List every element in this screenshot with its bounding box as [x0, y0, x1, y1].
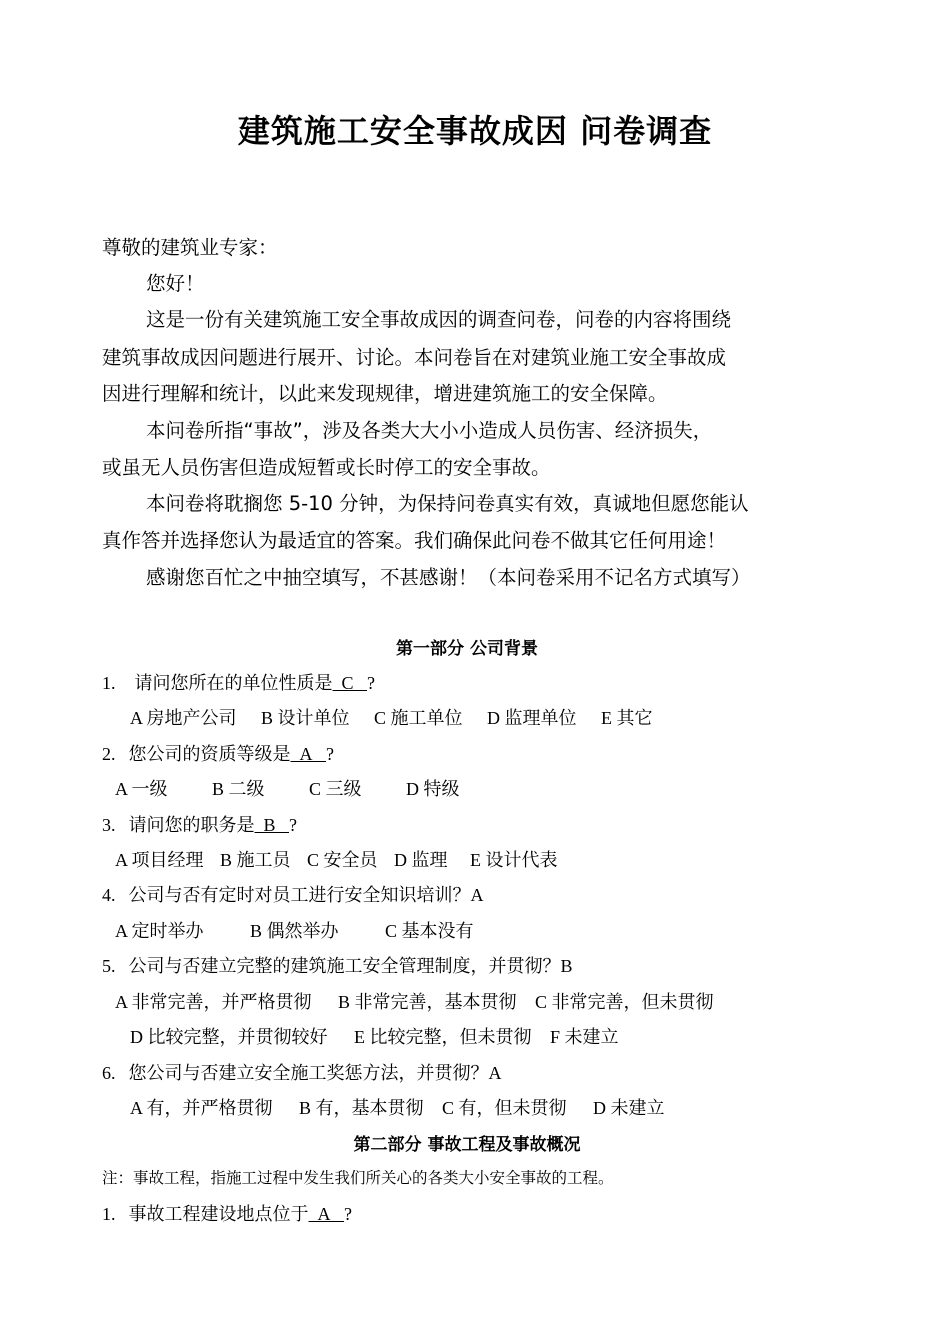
intro-paragraph-4: 感谢您百忙之中抽空填写，不甚感谢！（本问卷采用不记名方式填写）	[146, 566, 751, 589]
intro-paragraph-2-line-1: 本问卷所指“事故”，涉及各类大大小小造成人员伤害、经济损失，	[146, 419, 713, 442]
answer-blank: C	[341, 673, 354, 693]
question-text: 请问您的职务是	[128, 815, 255, 835]
option: E 设计代表	[470, 850, 558, 870]
question-text: 请问您所在的单位性质是	[134, 673, 333, 693]
option: A 房地产公司	[130, 708, 237, 728]
question-5-options-row-1	[115, 988, 714, 1014]
option: A 一级	[115, 779, 168, 799]
question-text: 公司与否建立完整的建筑施工安全管理制度，并贯彻？B	[128, 956, 573, 976]
option: B 二级	[212, 779, 265, 799]
intro-paragraph-1-line-1: 这是一份有关建筑施工安全事故成因的调查问卷，问卷的内容将围绕	[146, 308, 732, 331]
salutation: 尊敬的建筑业专家：	[102, 236, 278, 259]
section-note: 注：事故工程，指施工过程中发生我们所关心的各类大小安全事故的工程。	[102, 1169, 614, 1187]
answer-blank: B	[263, 815, 276, 835]
option: B 偶然举办	[250, 921, 339, 941]
option: C 施工单位	[374, 708, 463, 728]
option: B 有，基本贯彻	[299, 1098, 424, 1118]
question-number: 2.	[102, 744, 116, 764]
question-1: 1. 请问您所在的单位性质是 C ?	[102, 673, 376, 693]
question-number: 5.	[102, 956, 116, 976]
option: A 定时举办	[115, 921, 204, 941]
option: D 特级	[406, 779, 460, 799]
page-title: 建筑施工安全事故成因 问卷调查	[237, 112, 713, 150]
option: B 非常完善，基本贯彻	[338, 992, 517, 1012]
option: C 安全员	[307, 850, 378, 870]
option: D 监理	[394, 850, 448, 870]
question-2-options	[115, 775, 460, 801]
option: F 未建立	[550, 1027, 619, 1047]
option: D 比较完整，并贯彻较好	[130, 1027, 328, 1047]
question-5-options-row-2	[130, 1023, 619, 1049]
intro-paragraph-3-line-1: 本问卷将耽搁您 5-10 分钟，为保持问卷真实有效，真诚地但愿您能认	[146, 492, 749, 515]
option: D 监理单位	[487, 708, 577, 728]
question-2: 2. 您公司的资质等级是 A ?	[102, 744, 334, 764]
question-number: 6.	[102, 1063, 116, 1083]
section-heading-part-1: 第一部分 公司背景	[396, 639, 538, 659]
part-2-question-1: 1. 事故工程建设地点位于 A ?	[102, 1204, 352, 1224]
answer-blank: A	[299, 744, 313, 764]
option: B 施工员	[220, 850, 291, 870]
option: A 非常完善，并严格贯彻	[115, 992, 312, 1012]
greeting: 您好！	[146, 272, 205, 295]
option: A 项目经理	[115, 850, 204, 870]
answer-blank: A	[317, 1204, 331, 1224]
question-number: 1.	[102, 1204, 116, 1224]
question-text: 事故工程建设地点位于	[128, 1204, 309, 1224]
question-6-options	[130, 1094, 665, 1120]
question-text: 公司与否有定时对员工进行安全知识培训？A	[128, 885, 484, 905]
option: C 三级	[309, 779, 362, 799]
question-3-options	[115, 846, 558, 872]
intro-paragraph-3-line-2: 真作答并选择您认为最适宜的答案。我们确保此问卷不做其它任何用途！	[102, 529, 727, 552]
option: A 有，并严格贯彻	[130, 1098, 273, 1118]
intro-paragraph-1-line-3: 因进行理解和统计，以此来发现规律，增进建筑施工的安全保障。	[102, 382, 668, 405]
option: C 非常完善，但未贯彻	[535, 992, 714, 1012]
question-4	[102, 881, 484, 907]
option: D 未建立	[593, 1098, 665, 1118]
question-1-options	[130, 704, 653, 730]
question-number: 3.	[102, 815, 116, 835]
question-6	[102, 1059, 502, 1085]
option: E 比较完整，但未贯彻	[354, 1027, 532, 1047]
question-number: 1.	[102, 673, 116, 693]
question-5	[102, 952, 573, 978]
intro-paragraph-2-line-2: 或虽无人员伤害但造成短暂或长时停工的安全事故。	[102, 456, 551, 479]
question-4-options	[115, 917, 474, 943]
question-3: 3. 请问您的职务是 B ?	[102, 815, 298, 835]
question-number: 4.	[102, 885, 116, 905]
question-text: 您公司的资质等级是	[128, 744, 291, 764]
option: E 其它	[601, 708, 653, 728]
question-text: 您公司与否建立安全施工奖惩方法，并贯彻？A	[128, 1063, 502, 1083]
option: B 设计单位	[261, 708, 350, 728]
option: C 有，但未贯彻	[442, 1098, 567, 1118]
option: C 基本没有	[385, 921, 474, 941]
intro-paragraph-1-line-2: 建筑事故成因问题进行展开、讨论。本问卷旨在对建筑业施工安全事故成	[102, 346, 727, 369]
section-heading-part-2: 第二部分 事故工程及事故概况	[353, 1135, 581, 1155]
